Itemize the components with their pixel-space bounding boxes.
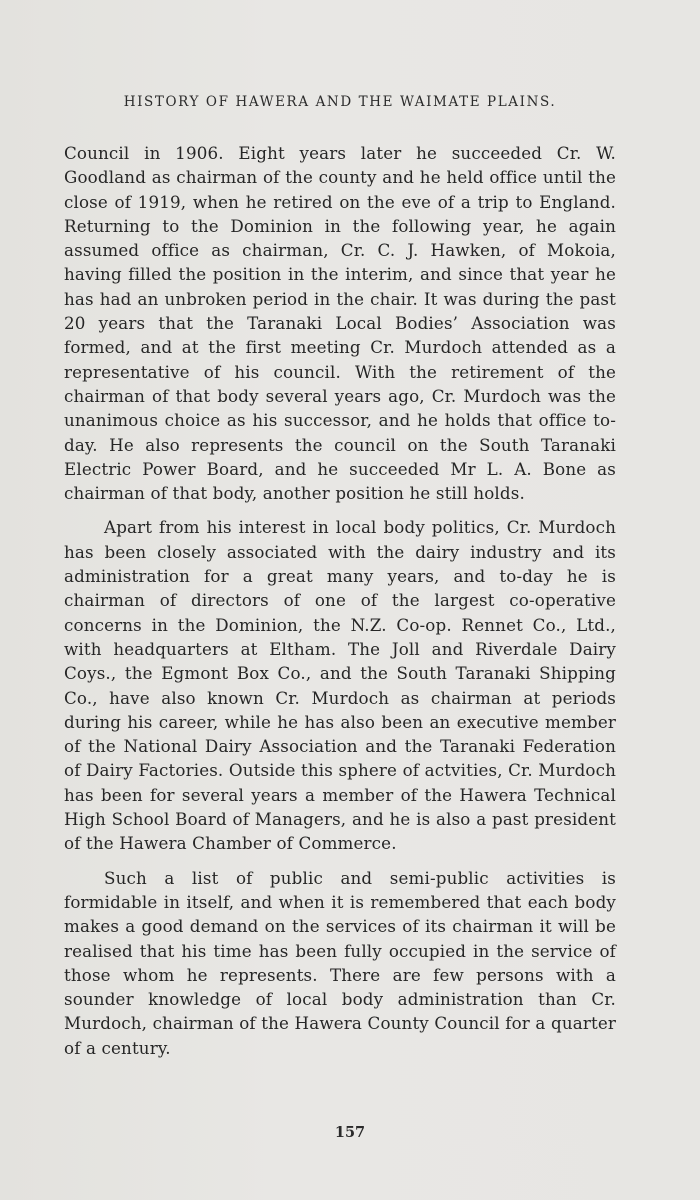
paragraph-3: Such a list of public and semi-public activities is formidable in itself, and when it is remembered that each body makes a good demand on the services of its chairman it will be realised that his time has been fully occupied in the service of those whom he represents. There are few persons with a sounder knowledge of local body administration than Cr. Murdoch, chairman of the Hawera County Council for a quarter of a century. [64,867,616,1058]
page-number: 157 [334,1124,366,1141]
running-head: HISTORY OF HAWERA AND THE WAIMATE PLAINS. [123,94,557,110]
body-text [64,141,616,1060]
paragraph-1: Council in 1906. Eight years later he succeeded Cr. W. Goodland as chairman of the county and he held office until the close of 1919, when he retired on the eve of a trip to England. Returning to the Dominion in the following year, he again assumed office as chairman, Cr. C. J. Hawken, of Mokoia, having filled the position in the interim, and since that year he has had an unbroken period in the chair. It was during the past 20 years that the Taranaki Local Bodies’ Association was formed, and at the first meeting Cr. Murdoch attended as a representative of his council. With the retirement of the chairman of that body several years ago, Cr. Murdoch was the unanimous choice as his successor, and he holds that office to-day. He also represents the council on the South Taranaki Electric Power Board, and he succeeded Mr L. A. Bone as chairman of that body, another position he still holds. [64,143,616,504]
paragraph-2: Apart from his interest in local body politics, Cr. Murdoch has been closely associated with the dairy industry and its administration for a great many years, and to-day he is chairman of directors of one of the largest co-operative concerns in the Dominion, the N.Z. Co-op. Rennet Co., Ltd., with headquarters at Eltham. The Joll and Riverdale Dairy Coys., the Egmont Box Co., and the South Taranaki Shipping Co., have also known Cr. Murdoch as chairman at periods during his career, while he has also been an executive member of the National Dairy Association and the Taranaki Federation of Dairy Factories. Outside this sphere of actvities, Cr. Murdoch has been for several years a member of the Hawera Technical High School Board of Managers, and he is also a past president of the Hawera Chamber of Commerce. [64,517,616,854]
